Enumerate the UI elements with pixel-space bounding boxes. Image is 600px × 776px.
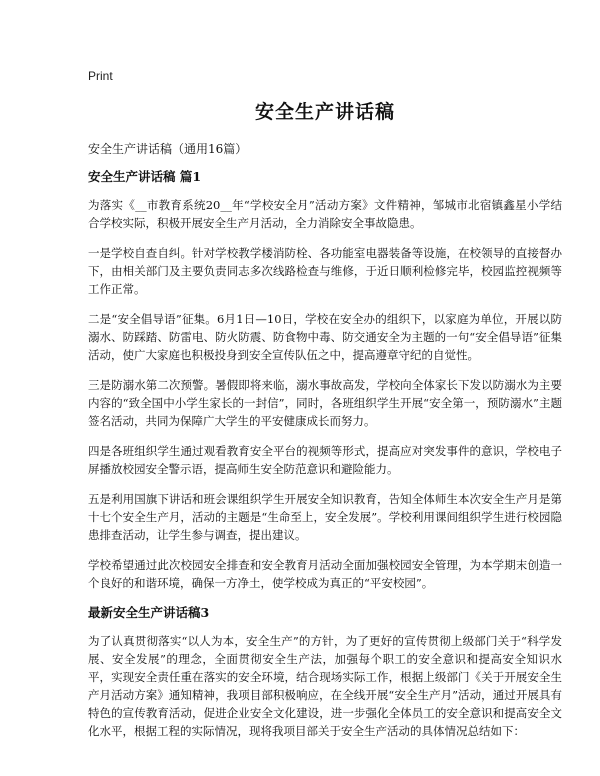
paragraph: 一是学校自查自纠。针对学校教学楼消防栓、各功能室电器装备等设施，在校领导的直接督办下，由相关部门及主要负责同志多次线路检查与维修，于近日顺利检修完毕，校园监控视频等工作正常。 bbox=[88, 246, 562, 296]
print-label: Print bbox=[88, 69, 113, 83]
section-heading: 最新安全生产讲话稿3 bbox=[88, 605, 210, 620]
paragraph: 五是利用国旗下讲话和班会课组织学生开展安全知识教育，告知全体师生本次安全生产月是第十七个安全生产月，活动的主题是“生命至上，安全发展”。学校利用课间组织学生进行校园隐患排查活动，让学生参与调查，提出建议。 bbox=[88, 492, 562, 542]
paragraph: 二是“安全倡导语”征集。6月1日—10日，学校在安全办的组织下，以家庭为单位，开展以防溺水、防踩踏、防雷电、防火防震、防食物中毒、防交通安全为主题的一句“安全倡导语”征集活动，使广大家庭也积极投身到安全宣传队伍之中，提高遵章守纪的自觉性。 bbox=[88, 312, 562, 362]
section-2 bbox=[88, 604, 562, 740]
paragraph: 三是防溺水第二次预警。暑假即将来临，溺水事故高发，学校向全体家长下发以防溺水为主要内容的“致全国中小学生家长的一封信”，同时，各班组织学生开展“安全第一，预防溺水”主题签名活动，共同为保障广大学生的平安健康成长而努力。 bbox=[88, 378, 562, 428]
document-subtitle: 安全生产讲话稿（通用16篇） bbox=[88, 142, 248, 156]
paragraph: 学校希望通过此次校园安全排查和安全教育月活动全面加强校园安全管理，为本学期末创造一个良好的和谐环境，确保一方净土，使学校成为真正的“平安校园”。 bbox=[88, 558, 562, 590]
document-title: 安全生产讲话稿 bbox=[254, 101, 395, 123]
section-1 bbox=[88, 168, 562, 592]
paragraph: 为了认真贯彻落实“以人为本，安全生产”的方针，为了更好的宣传贯彻上级部门关于“科学发展、安全发展”的理念，全面贯彻安全生产法，加强每个职工的安全意识和提高安全知识水平，实现安全责任重在落实的安全环境，结合现场实际工作，根据上级部门《关于开展安全生产月活动方案》通知精神，我项目部积极响应，在全线开展“安全生产月”活动，通过开展具有特色的宣传教育活动，促进企业安全文化建设，进一步强化全体员工的安全意识和提高安全文化水平，根据工程的实际情况，现将我项目部关于安全生产活动的具体情况总结如下： bbox=[88, 634, 562, 738]
section-heading: 安全生产讲话稿 篇1 bbox=[88, 169, 202, 184]
paragraph: 四是各班组织学生通过观看教育安全平台的视频等形式，提高应对突发事件的意识，学校电子屏播放校园安全警示语，提高师生安全防范意识和避险能力。 bbox=[88, 444, 562, 476]
paragraph: 为落实《__市教育系统20__年“学校安全月”活动方案》文件精神，邹城市北宿镇鑫星小学结合学校实际，积极开展安全生产月活动，全力消除安全事故隐患。 bbox=[88, 198, 562, 230]
